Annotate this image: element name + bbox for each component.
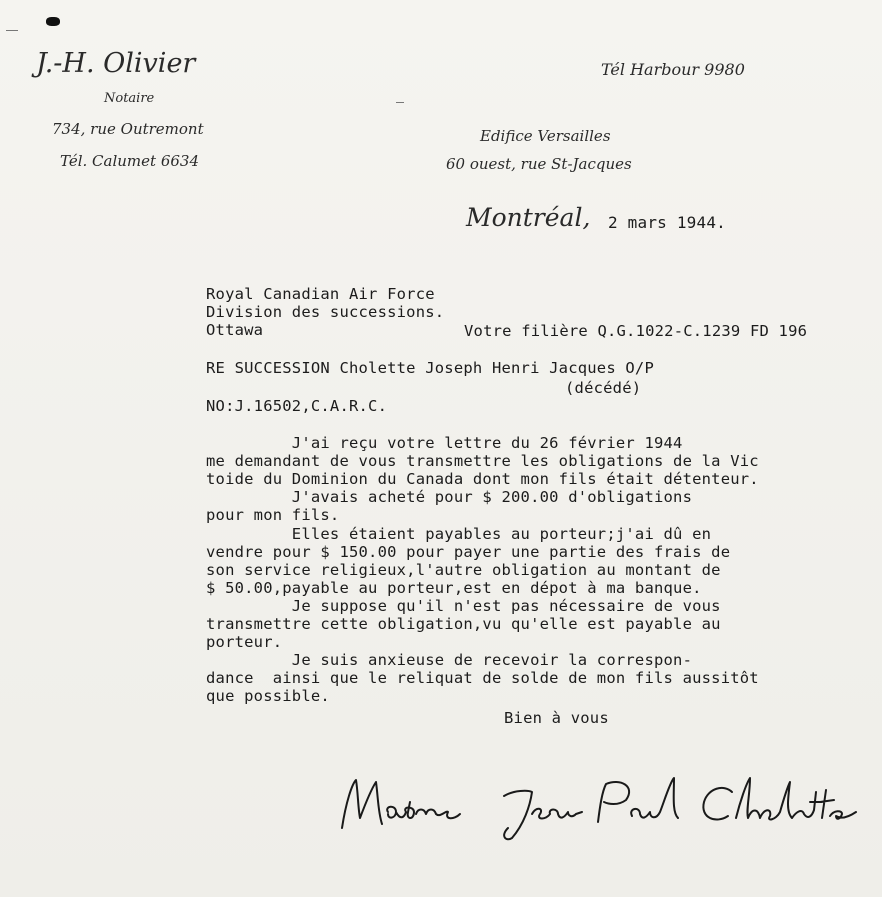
letterhead-profession: Notaire xyxy=(104,91,155,106)
recipient-line-1: Royal Canadian Air Force xyxy=(206,285,435,303)
subject-line-3: NO:J.16502,C.A.R.C. xyxy=(206,397,388,415)
body-line: que possible. xyxy=(206,687,330,706)
letterhead-tel-right: Tél Harbour 9980 xyxy=(601,60,745,79)
date-value: 2 mars 1944. xyxy=(608,213,726,232)
body-line: Je suis anxieuse de recevoir la correspon- xyxy=(206,651,693,670)
body-line: dance ainsi que le reliquat de solde de mon fils aussitôt xyxy=(206,669,759,688)
date-city: Montréal, xyxy=(466,203,591,232)
file-reference: Votre filière Q.G.1022-C.1239 FD 196 xyxy=(464,322,808,340)
closing: Bien à vous xyxy=(504,709,609,727)
pencil-mark xyxy=(6,30,18,31)
body-line: toide du Dominion du Canada dont mon fils était détenteur. xyxy=(206,470,759,489)
letterhead-street: 60 ouest, rue St-Jacques xyxy=(446,155,632,173)
letterhead-name: J.-H. Olivier xyxy=(36,48,196,79)
pencil-mark xyxy=(396,102,404,103)
body-line: J'avais acheté pour $ 200.00 d'obligations xyxy=(206,488,693,507)
letterhead-address: 734, rue Outremont xyxy=(52,120,204,138)
recipient-line-3: Ottawa xyxy=(206,321,264,339)
body-line: Elles étaient payables au porteur;j'ai dû en xyxy=(206,524,712,543)
signature xyxy=(336,762,866,842)
letterhead-tel-left: Tél. Calumet 6634 xyxy=(60,152,199,170)
body-line: pour mon fils. xyxy=(206,506,340,525)
subject-line-2: (décédé) xyxy=(565,379,642,397)
body-line: son service religieux,l'autre obligation au montant de xyxy=(206,560,721,579)
body-line: $ 50.00,payable au porteur,est en dépot à ma banque. xyxy=(206,578,702,597)
body-line: Je suppose qu'il n'est pas nécessaire de vous xyxy=(206,596,721,615)
letterhead-building: Edifice Versailles xyxy=(480,127,611,145)
ink-mark xyxy=(46,17,60,26)
subject-line-1: RE SUCCESSION Cholette Joseph Henri Jacques O/P xyxy=(206,359,654,377)
body-line: porteur. xyxy=(206,633,283,652)
body-line: transmettre cette obligation,vu qu'elle est payable au xyxy=(206,615,721,633)
body-line: vendre pour $ 150.00 pour payer une partie des frais de xyxy=(206,542,731,561)
body-line: me demandant de vous transmettre les obligations de la Vic xyxy=(206,452,759,471)
recipient-line-2: Division des successions. xyxy=(206,303,445,321)
body-line: J'ai reçu votre lettre du 26 février 1944 xyxy=(206,434,683,452)
